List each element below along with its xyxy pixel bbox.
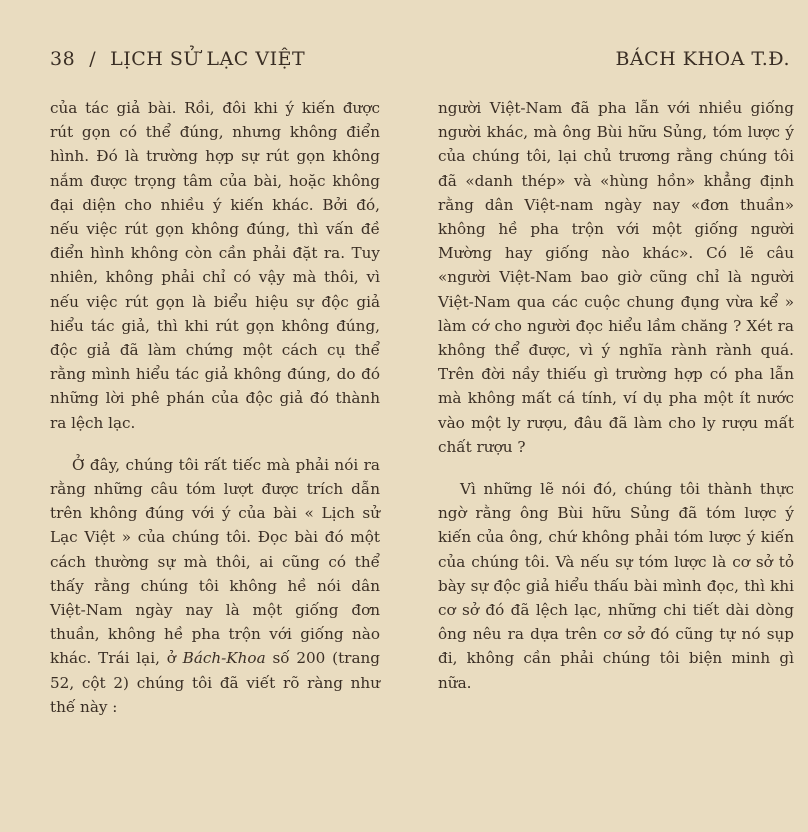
magazine-name: Bách-Khoa <box>182 649 266 668</box>
left-paragraph-2-text-a: Ở đây, chúng tôi rất tiếc mà phải nói ra rằng những câu tóm lượt được trích dẫn trên không đúng với ý của bài « Lịch sử Lạc Việt » của chúng tôi. Đọc bài đó một cách thường sự mà thôi, ai cũng có thể thấy rằng chúng tôi không hề nói dân Việt-Nam ngày nay là một giống đơn thuần, không hề pha trộn với giống nào khác. Trái lại, ở <box>50 455 380 668</box>
right-column <box>438 96 794 713</box>
right-paragraph-1: người Việt-Nam đã pha lẫn với nhiều giống người khác, mà ông Bùi hữu Sủng, tóm lược ý của chúng tôi, lại chủ trương rằng chúng tôi đã «danh thép» và «hùng hồn» khẳng định rằng dân Việt-nam ngày nay «đơn thuần» không hề pha trộn với một giống người Mường hay giống nào khác». Có lẽ câu «người Việt-Nam bao giờ cũng chỉ là người Việt-Nam qua các cuộc chung đụng vừa kể » làm cớ cho người đọc hiểu lầm chăng ? Xét ra không thể được, vì ý nghĩa rành rành quá. Trên đời nầy thiếu gì trường hợp có pha lẫn mà không mất cá tính, ví dụ pha một ít nước vào một ly rượu, đâu đã làm cho ly rượu mất chất rượu ? <box>438 99 794 456</box>
header-left <box>50 48 305 70</box>
publication-name: BÁCH KHOA T.Đ. <box>615 48 790 70</box>
left-column <box>50 96 380 737</box>
left-paragraph-2-text-b: số 200 (trang 52, cột 2) chúng tôi đã viết rõ ràng như thế này : <box>50 649 380 716</box>
page-number: 38 <box>50 48 76 70</box>
right-paragraph-2: Vì những lẽ nói đó, chúng tôi thành thực ngờ rằng ông Bùi hữu Sủng đã tóm lược ý kiến của ông, chứ không phải tóm lược ý kiến của chúng tôi. Và nếu sự tóm lược là cơ sở tỏ bày sự độc giả hiểu thấu bài mình đọc, thì khi cơ sở đó đã lệch lạc, những chi tiết dài dòng ông nêu ra dựa trên cơ sở đó cũng tự nó sụp đi, không cần phải chúng tôi biện minh gì nữa. <box>438 480 794 692</box>
running-title: LỊCH SỬ LẠC VIỆT <box>110 48 306 70</box>
left-paragraph-1: của tác giả bài. Rồi, đôi khi ý kiến được rút gọn có thể đúng, nhưng không điển hình. Đó là trường hợp sự rút gọn không nắm được trọng tâm của bài, hoặc không đại diện cho nhiều ý kiến khác. Bởi đó, nếu việc rút gọn không đúng, thì vấn đề điển hình không còn cần phải đặt ra. Tuy nhiên, không phải chỉ có vậy mà thôi, vì nếu việc rút gọn là biểu hiệu sự độc giả hiểu tác giả, thì khi rút gọn không đúng, độc giả đã làm chứng một cách cụ thể rằng mình hiểu tác giả không đúng, do đó những lời phê phán của độc giả đó thành ra lệch lạc. <box>50 99 380 432</box>
page-header <box>50 48 790 78</box>
header-separator: / <box>89 48 97 70</box>
left-paragraph-2 <box>50 453 380 719</box>
